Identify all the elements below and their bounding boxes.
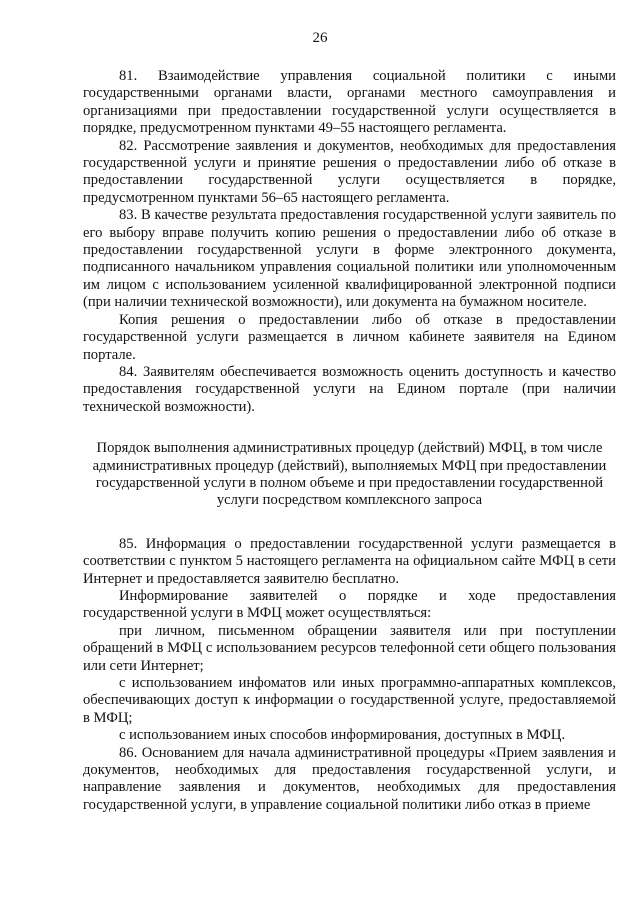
list-item-personal-request: при личном, письменном обращении заявителя или при поступлении обращений в МФЦ с использованием ресурсов телефонной сети общего пользования или сети Интернет; xyxy=(83,622,616,674)
page-number: 26 xyxy=(312,30,328,46)
paragraph-84: 84. Заявителям обеспечивается возможность оценить доступность и качество предоставления государственной услуги на Едином портале (при наличии технической возможности). xyxy=(83,363,616,415)
document-body xyxy=(83,68,616,814)
list-item-infomats: с использованием инфоматов или иных программно-аппаратных комплексов, обеспечивающих доступ к информации о государственной услуге, предоставляемой в МФЦ; xyxy=(83,675,616,726)
list-item-other-methods: с использованием иных способов информирования, доступных в МФЦ. xyxy=(119,727,566,744)
paragraph-83-copy-note: Копия решения о предоставлении либо об отказе в предоставлении государственной услуги размещается в личном кабинете заявителя на Едином портале. xyxy=(83,311,616,363)
paragraph-86: 86. Основанием для начала административной процедуры «Прием заявления и документов, необходимых для предоставления государственной услуги, и направление заявления и документов, необходимых для предоставления государственной услуги, в управление социальной политики либо отказ в приеме xyxy=(83,744,616,813)
section-heading: Порядок выполнения административных процедур (действий) МФЦ, в том числе административных процедур (действий), выполняемых МФЦ при предоставлении государственной услуги в полном объеме и при предоставлении государственной услуги посредством комплексного запроса xyxy=(92,440,607,509)
paragraph-82: 82. Рассмотрение заявления и документов, необходимых для предоставления государственной услуги и принятие решения о предоставлении либо об отказе в предоставлении государственной услуги осуществляется в порядке, предусмотренном пунктами 56–65 настоящего регламента. xyxy=(83,137,616,206)
paragraph-83: 83. В качестве результата предоставления государственной услуги заявитель по его выбору вправе получить копию решения о предоставлении либо об отказе в предоставлении государственной услуги в форме электронного документа, подписанного начальником управления социальной политики или уполномоченным им лицом с использованием усиленной квалифицированной электронной подписи (при наличии технической возможности), или документа на бумажном носителе. xyxy=(83,207,616,311)
paragraph-85: 85. Информация о предоставлении государственной услуги размещается в соответствии с пунктом 5 настоящего регламента на официальном сайте МФЦ в сети Интернет и предоставляется заявителю бесплатно. xyxy=(83,535,616,587)
paragraph-informing: Информирование заявителей о порядке и ходе предоставления государственной услуги в МФЦ может осуществляться: xyxy=(83,587,616,622)
paragraph-81: 81. Взаимодействие управления социальной политики с иными государственными органами власти, органами местного самоуправления и организациями при предоставлении государственной услуги осуществляется в порядке, предусмотренном пунктами 49–55 настоящего регламента. xyxy=(83,68,616,137)
